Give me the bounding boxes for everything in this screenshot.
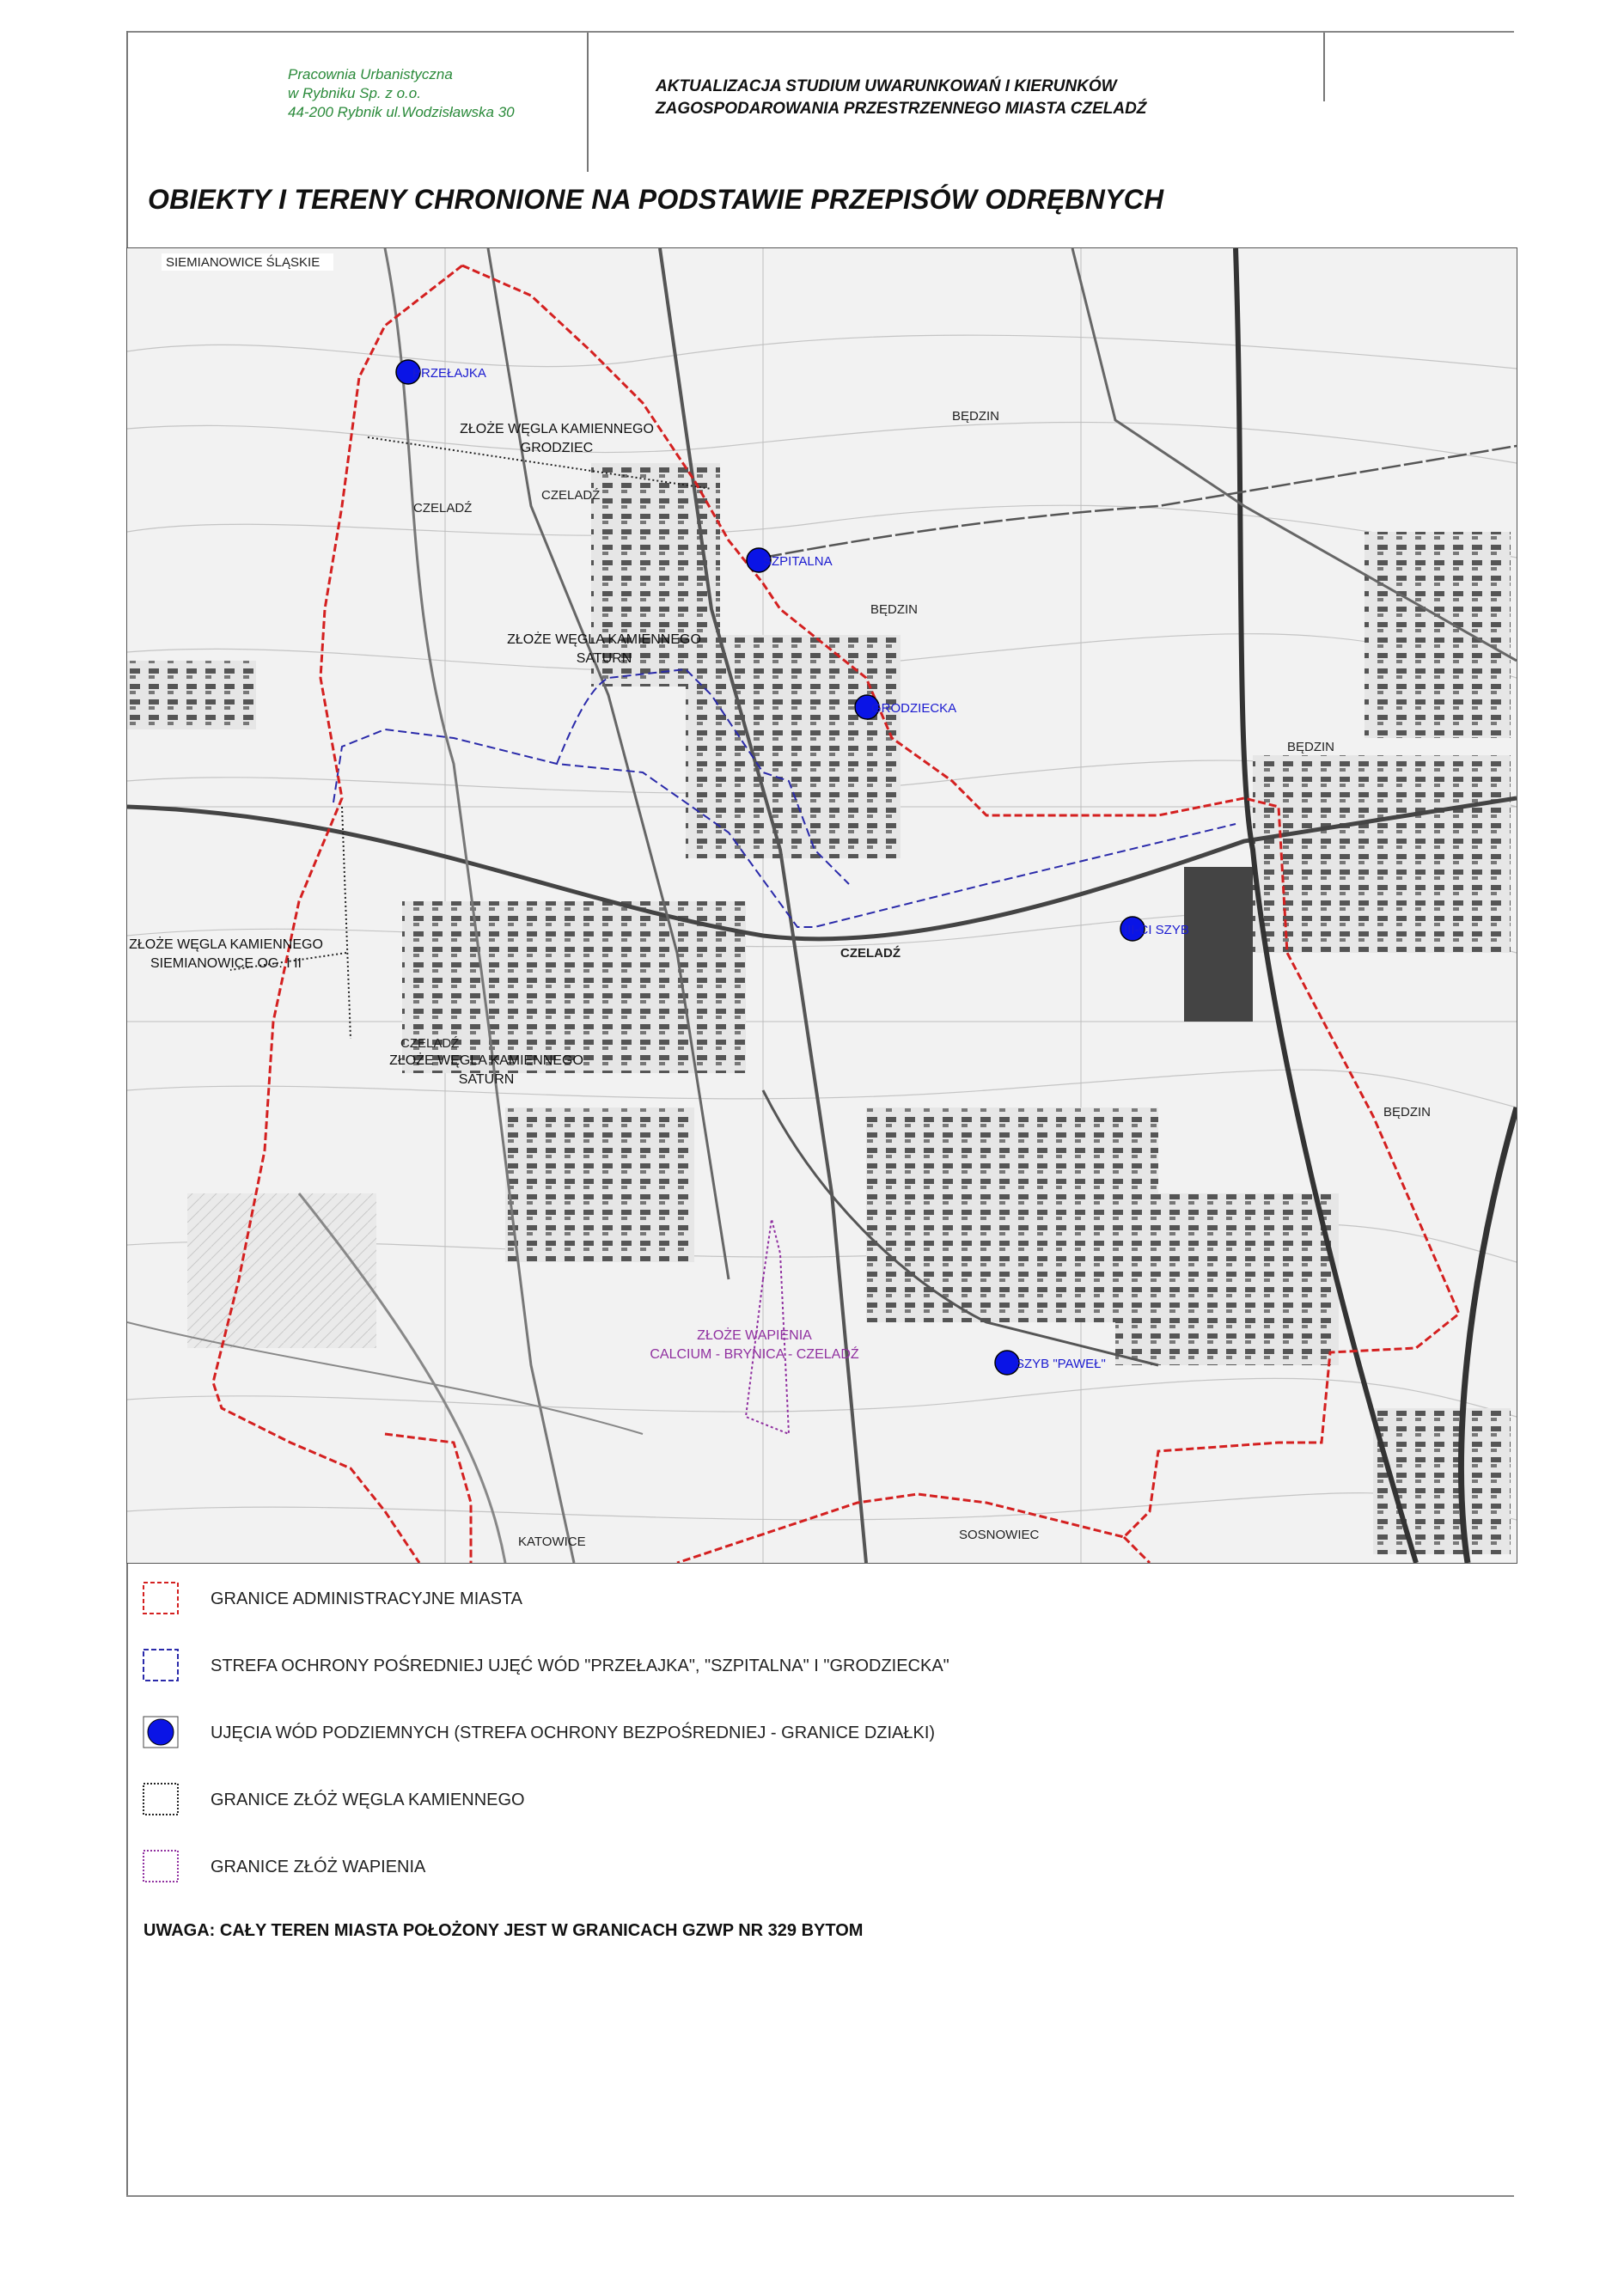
- company-block: [288, 65, 515, 122]
- label-deposit-saturn-s-1: ZŁOŻE WĘGLA KAMIENNEGO: [389, 1053, 583, 1068]
- label-czeladz-1: CZELADŹ: [541, 488, 601, 503]
- label-czeladz-3: CZELADŹ: [400, 1036, 460, 1051]
- company-address: 44-200 Rybnik ul.Wodzisławska 30: [288, 104, 515, 120]
- label-well-przelajka: PRZEŁAJKA: [412, 366, 486, 381]
- label-deposit-grodziec-2: GRODZIEC: [520, 441, 594, 455]
- label-bedzin-2: BĘDZIN: [870, 602, 919, 617]
- label-bedzin-3: BĘDZIN: [1287, 740, 1335, 754]
- label-well-szyb-pawel: SZYB "PAWEŁ": [1016, 1357, 1106, 1371]
- map-area: [126, 247, 1517, 1564]
- legend-label-coal: GRANICE ZŁÓŻ WĘGLA KAMIENNEGO: [211, 1791, 525, 1809]
- header-divider: [587, 33, 589, 172]
- legend-label-admin: GRANICE ADMINISTRACYJNE MIASTA: [211, 1589, 523, 1608]
- legend-swatch-coal: [142, 1782, 180, 1816]
- label-czeladz-center: CZELADŹ: [840, 946, 901, 961]
- legend-label-wells: UJĘCIA WÓD PODZIEMNYCH (STREFA OCHRONY BEZPOŚREDNIEJ - GRANICE DZIAŁKI): [211, 1724, 936, 1742]
- project-title-line1: AKTUALIZACJA STUDIUM UWARUNKOWAŃ I KIERUNKÓW: [656, 77, 1117, 95]
- label-deposit-siemianowice-2: SIEMIANOWICE OG. I II: [150, 956, 302, 971]
- legend-label-limestone: GRANICE ZŁÓŻ WAPIENIA: [211, 1858, 426, 1876]
- page-title: OBIEKTY I TERENY CHRONIONE NA PODSTAWIE PRZEPISÓW ODRĘBNYCH: [148, 184, 1164, 215]
- company-name: Pracownia Urbanistyczna: [288, 66, 453, 82]
- legend-swatch-limestone: [142, 1849, 180, 1883]
- project-title: [656, 76, 1146, 120]
- label-deposit-saturn-n-2: SATURN: [576, 651, 632, 666]
- frame-bottom: [126, 2195, 1514, 2197]
- label-sosnowiec: SOSNOWIEC: [959, 1528, 1040, 1542]
- label-bedzin-1: BĘDZIN: [952, 409, 1000, 424]
- label-deposit-saturn-n-1: ZŁOŻE WĘGLA KAMIENNEGO: [507, 632, 701, 647]
- company-city: w Rybniku Sp. z o.o.: [288, 85, 421, 101]
- project-title-line2: ZAGOSPODAROWANIA PRZESTRZENNEGO MIASTA CZELADŹ: [656, 100, 1147, 118]
- header-divider-right: [1323, 33, 1325, 101]
- frame-top: [126, 31, 1514, 33]
- label-deposit-saturn-s-2: SATURN: [458, 1072, 515, 1087]
- label-well-iii-ci-szyb: III-CI SZYB: [1124, 923, 1189, 937]
- label-deposit-wapien-2: CALCIUM - BRYNICA - CZELADŹ: [650, 1347, 859, 1362]
- label-deposit-grodziec-1: ZŁOŻE WĘGLA KAMIENNEGO: [460, 422, 654, 436]
- label-well-szpitalna: SZPITALNA: [763, 554, 833, 569]
- label-katowice: KATOWICE: [518, 1534, 586, 1549]
- legend-swatch-admin: [142, 1581, 180, 1615]
- label-deposit-siemianowice-1: ZŁOŻE WĘGLA KAMIENNEGO: [129, 937, 323, 952]
- legend-label-zone: STREFA OCHRONY POŚREDNIEJ UJĘĆ WÓD "PRZEŁAJKA", "SZPITALNA" I "GRODZIECKA": [211, 1656, 949, 1675]
- map-canvas: [127, 248, 1517, 1563]
- label-czeladz-2: CZELADŹ: [413, 501, 473, 516]
- gzwp-note: UWAGA: CAŁY TEREN MIASTA POŁOŻONY JEST W GRANICACH GZWP NR 329 BYTOM: [143, 1921, 864, 1940]
- label-well-grodziecka: GRODZIECKA: [871, 701, 957, 716]
- label-deposit-wapien-1: ZŁOŻE WAPIENIA: [697, 1328, 812, 1343]
- legend-swatch-zone: [142, 1648, 180, 1682]
- label-bedzin-4: BĘDZIN: [1383, 1105, 1432, 1120]
- label-siemianowice-top: SIEMIANOWICE ŚLĄSKIE: [166, 255, 321, 270]
- legend-swatch-wells: [142, 1715, 180, 1749]
